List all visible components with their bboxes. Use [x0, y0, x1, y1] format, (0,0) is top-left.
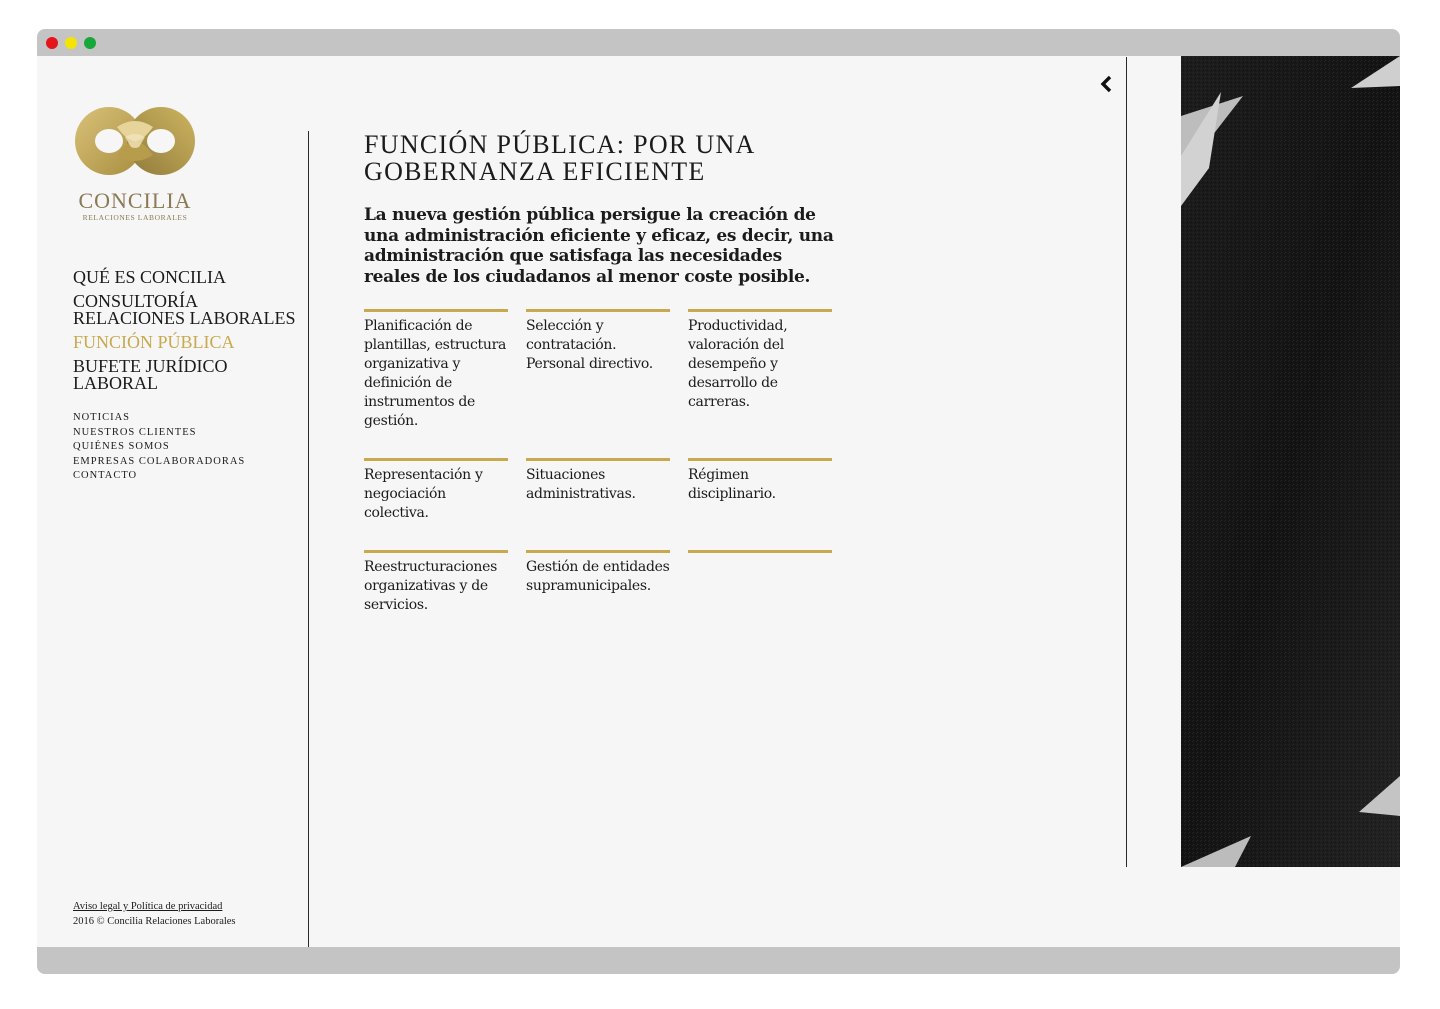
hero-image [1181, 56, 1400, 867]
service-item [364, 550, 508, 630]
service-item-empty [688, 550, 832, 630]
page-title: FUNCIÓN PÚBLICA: POR UNA GOBERNANZA EFICIENTE [364, 130, 755, 186]
service-item [526, 309, 670, 458]
logo[interactable] [73, 97, 197, 222]
brand-subtitle: RELACIONES LABORALES [82, 213, 188, 222]
nav-item-bufete-juridico[interactable]: BUFETE JURÍDICO LABORAL [73, 356, 228, 393]
nav-item-nuestros-clientes[interactable]: NUESTROS CLIENTES [73, 426, 197, 438]
maximize-window-button[interactable] [84, 37, 96, 49]
nav-item-consultoria[interactable]: CONSULTORÍA RELACIONES LABORALES [73, 291, 296, 328]
service-text: Régimen disciplinario. [688, 467, 776, 502]
minimize-window-button[interactable] [65, 37, 77, 49]
nav-item-quienes-somos[interactable]: QUIÉNES SOMOS [73, 441, 170, 452]
service-text: Gestión de entidades supramunicipales. [526, 559, 670, 594]
nav-item-noticias[interactable]: NOTICIAS [73, 412, 130, 423]
content-divider [1126, 57, 1127, 867]
lead-paragraph: La nueva gestión pública persigue la creación de una administración eficiente y eficaz, es decir, una administración que satisfaga las necesidades reales de los ciudadanos al menor coste posible. [364, 205, 834, 287]
browser-window [37, 29, 1400, 974]
concilia-logo-icon [73, 97, 197, 187]
service-item [364, 309, 508, 458]
flag-stars-image [1181, 56, 1400, 867]
window-bottombar [37, 947, 1400, 974]
nav-item-empresas-colaboradoras[interactable]: EMPRESAS COLABORADORAS [73, 455, 246, 467]
service-item [364, 458, 508, 550]
secondary-navigation [73, 411, 303, 484]
service-item [526, 458, 670, 550]
main-navigation [73, 269, 303, 399]
close-window-button[interactable] [46, 37, 58, 49]
service-text: Selección y contratación. Personal directivo. [526, 318, 653, 372]
service-text: Reestructuraciones organizativas y de servicios. [364, 559, 497, 613]
nav-item-funcion-publica[interactable]: FUNCIÓN PÚBLICA [73, 332, 235, 352]
chevron-left-icon [1096, 73, 1118, 95]
service-text: Situaciones administrativas. [526, 467, 636, 502]
nav-item-que-es-concilia[interactable]: QUÉ ES CONCILIA [73, 267, 226, 287]
services-grid [364, 309, 834, 630]
service-text: Planificación de plantillas, estructura organizativa y definición de instrumentos de gestión. [364, 318, 507, 429]
brand-name: CONCILIA [78, 188, 192, 213]
sidebar-footer [73, 899, 313, 929]
legal-link[interactable]: Aviso legal y Política de privacidad [73, 901, 223, 912]
sidebar-divider [308, 131, 309, 947]
service-text: Productividad, valoración del desempeño y desarrollo de carreras. [688, 318, 788, 410]
service-item [526, 550, 670, 630]
back-button[interactable] [1096, 73, 1118, 95]
window-titlebar [37, 29, 1400, 56]
service-item [688, 309, 832, 458]
nav-item-contacto[interactable]: CONTACTO [73, 470, 138, 481]
service-item [688, 458, 832, 550]
copyright-text: 2016 © Concilia Relaciones Laborales [73, 916, 236, 927]
service-text: Representación y negociación colectiva. [364, 467, 483, 521]
main-content [364, 131, 834, 630]
